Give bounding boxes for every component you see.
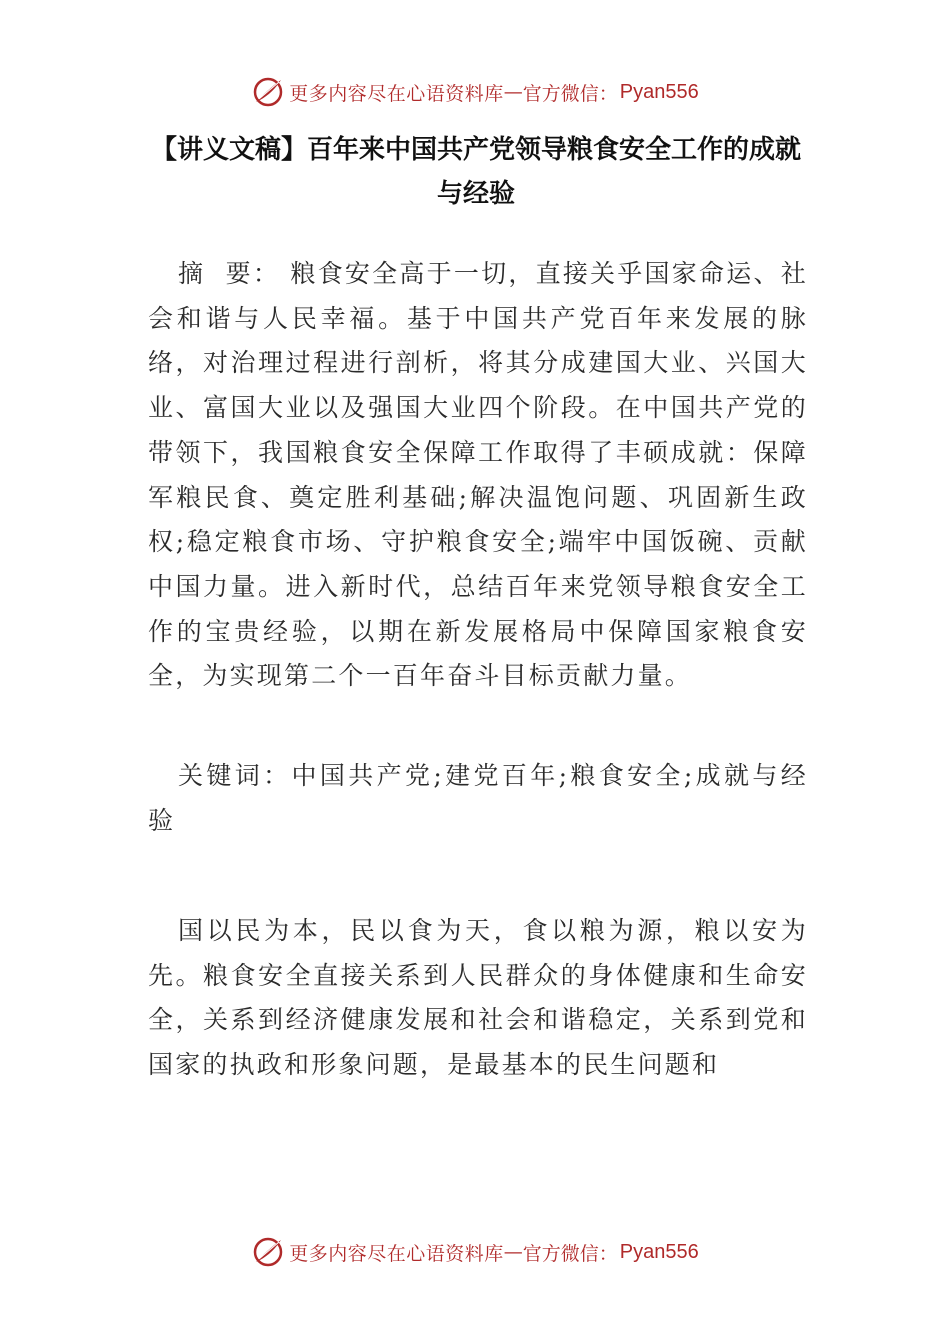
abstract-paragraph xyxy=(148,252,808,699)
keywords-label: 关键词： xyxy=(178,761,292,790)
keywords-text: 中国共产党;建党百年;粮食安全;成就与经验 xyxy=(148,761,808,835)
body-paragraph: 国以民为本，民以食为天，食以粮为源，粮以安为先。粮食安全直接关系到人民群众的身体健康和生命安全，关系到经济健康发展和社会和谐稳定，关系到党和国家的执政和形象问题，是最基本的民生问题和 xyxy=(148,916,808,1080)
wechat-label: 官方微信： xyxy=(522,1242,618,1265)
abstract-text: 粮食安全高于一切，直接关乎国家命运、社会和谐与人民幸福。基于中国共产党百年来发展的脉络，对治理过程进行剖析，将其分成建国大业、兴国大业、富国大业以及强国大业四个阶段。在中国共产党的带领下，我国粮食安全保障工作取得了丰硕成就：保障军粮民食、奠定胜利基础;解决温饱问题、巩固新生政权;稳定粮食市场、守护粮食安全;端牢中国饭碗、贡献中国力量。进入新时代，总结百年来党领导粮食安全工作的宝贵经验，以期在新发展格局中保障国家粮食安全，为实现第二个一百年奋斗目标贡献力量。 xyxy=(148,259,808,691)
feather-circle-logo-icon xyxy=(251,1235,285,1269)
abstract-label: 摘 要： xyxy=(178,259,281,288)
watermark-separator: — xyxy=(503,1241,523,1263)
watermark-text: 更多内容尽在心语资料库 xyxy=(289,1242,504,1265)
watermark-footer xyxy=(0,1232,950,1272)
document-title: 【讲义文稿】百年来中国共产党领导粮食安全工作的成就与经验 xyxy=(150,135,801,209)
watermark-header xyxy=(0,72,950,112)
wechat-id: Pyan556 xyxy=(619,1240,699,1263)
keywords-paragraph xyxy=(148,754,808,843)
wechat-id: Pyan556 xyxy=(619,80,699,103)
watermark-text: 更多内容尽在心语资料库 xyxy=(289,82,504,105)
feather-circle-logo-icon xyxy=(251,75,285,109)
watermark-separator: — xyxy=(503,81,523,103)
wechat-label: 官方微信： xyxy=(522,82,618,105)
